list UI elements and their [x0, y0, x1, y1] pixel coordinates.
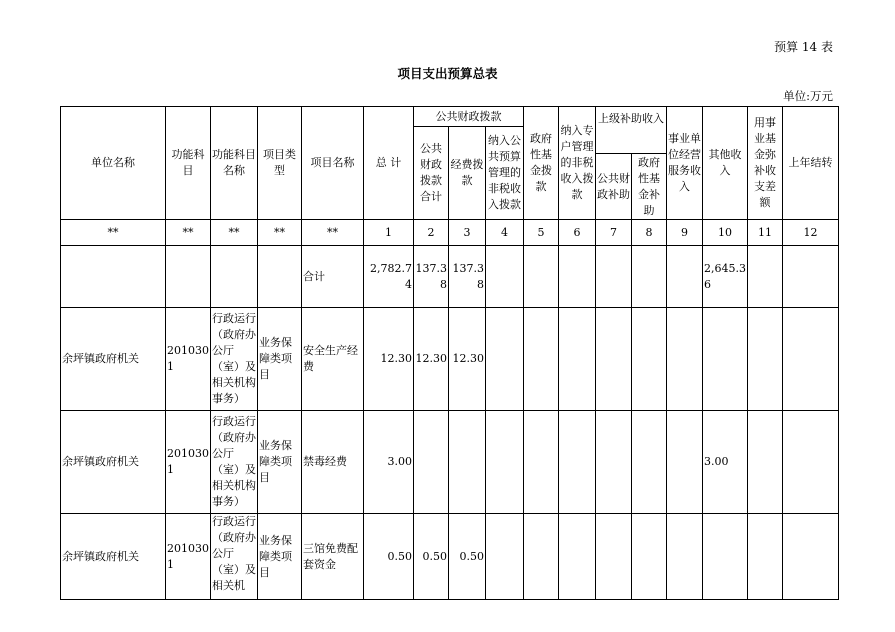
header-gov-fund: 政府性基金拨款	[524, 107, 559, 220]
row-code: 2010301	[166, 308, 211, 411]
index-cell: **	[211, 220, 258, 246]
row-type: 业务保障类项目	[258, 308, 302, 411]
row-total: 3.00	[364, 411, 414, 514]
index-cell: 9	[667, 220, 703, 246]
row-other	[703, 514, 748, 600]
table-row	[61, 411, 839, 514]
header-business: 事业单位经营服务收入	[667, 107, 703, 220]
header-balance: 用事业基金弥补收支差额	[748, 107, 783, 220]
row-name: 安全生产经费	[302, 308, 364, 411]
row-pf-total: 12.30	[414, 308, 449, 411]
total-pf-funds: 137.38	[449, 246, 486, 308]
index-cell: 11	[748, 220, 783, 246]
index-cell: **	[302, 220, 364, 246]
total-label: 合计	[302, 246, 364, 308]
index-cell: 5	[524, 220, 559, 246]
row-total: 12.30	[364, 308, 414, 411]
header-total: 总 计	[364, 107, 414, 220]
header-pf-funds: 经费拨款	[449, 127, 486, 220]
header-pf-total: 公共财政拨款合计	[414, 127, 449, 220]
row-pf-funds: 12.30	[449, 308, 486, 411]
index-cell: **	[258, 220, 302, 246]
header-sup-public: 公共财政补助	[596, 154, 632, 220]
row-pf-funds	[449, 411, 486, 514]
row-name: 三馆免费配套资金	[302, 514, 364, 600]
table-row	[61, 514, 839, 600]
row-pf-total: 0.50	[414, 514, 449, 600]
header-unit-name: 单位名称	[61, 107, 166, 220]
row-func: 行政运行（政府办公厅（室）及相关机	[211, 514, 258, 600]
header-superior: 上级补助收入	[596, 107, 667, 154]
index-cell: 8	[632, 220, 667, 246]
index-cell: 7	[596, 220, 632, 246]
index-cell: 10	[703, 220, 748, 246]
header-last-year: 上年结转	[783, 107, 839, 220]
table-row	[61, 308, 839, 411]
row-total: 0.50	[364, 514, 414, 600]
page-title: 项目支出预算总表	[397, 66, 498, 81]
row-code: 2010301	[166, 514, 211, 600]
total-value: 2,782.74	[364, 246, 414, 308]
header-func-name: 功能科目名称	[211, 107, 258, 220]
index-row	[61, 220, 839, 246]
row-pf-funds: 0.50	[449, 514, 486, 600]
index-cell: 4	[486, 220, 524, 246]
row-code: 2010301	[166, 411, 211, 514]
row-type: 业务保障类项目	[258, 514, 302, 600]
header-sup-gov: 政府性基金补助	[632, 154, 667, 220]
index-cell: 1	[364, 220, 414, 246]
form-number: 预算 14 表	[774, 40, 833, 54]
row-unit: 余坪镇政府机关	[61, 308, 166, 411]
row-name: 禁毒经费	[302, 411, 364, 514]
header-proj-name: 项目名称	[302, 107, 364, 220]
index-cell: 6	[559, 220, 596, 246]
header-proj-type: 项目类型	[258, 107, 302, 220]
unit-label: 单位:万元	[783, 89, 833, 103]
row-other: 3.00	[703, 411, 748, 514]
header-pf-nontax: 纳入公共预算管理的非税收入拨款	[486, 127, 524, 220]
row-pf-total	[414, 411, 449, 514]
header-public-finance: 公共财政拨款	[414, 107, 524, 127]
header-other: 其他收入	[703, 107, 748, 220]
index-cell: **	[166, 220, 211, 246]
index-cell: 3	[449, 220, 486, 246]
total-pf-total: 137.38	[414, 246, 449, 308]
index-cell: **	[61, 220, 166, 246]
row-func: 行政运行（政府办公厅（室）及相关机构事务）	[211, 308, 258, 411]
row-other	[703, 308, 748, 411]
row-type: 业务保障类项目	[258, 411, 302, 514]
header-special-nontax: 纳入专户管理的非税收入拨款	[559, 107, 596, 220]
row-func: 行政运行（政府办公厅（室）及相关机构事务）	[211, 411, 258, 514]
total-row	[61, 246, 839, 308]
index-cell: 12	[783, 220, 839, 246]
budget-table	[60, 106, 839, 600]
index-cell: 2	[414, 220, 449, 246]
row-unit: 余坪镇政府机关	[61, 514, 166, 600]
row-unit: 余坪镇政府机关	[61, 411, 166, 514]
header-func-code: 功能科目	[166, 107, 211, 220]
total-other: 2,645.36	[703, 246, 748, 308]
